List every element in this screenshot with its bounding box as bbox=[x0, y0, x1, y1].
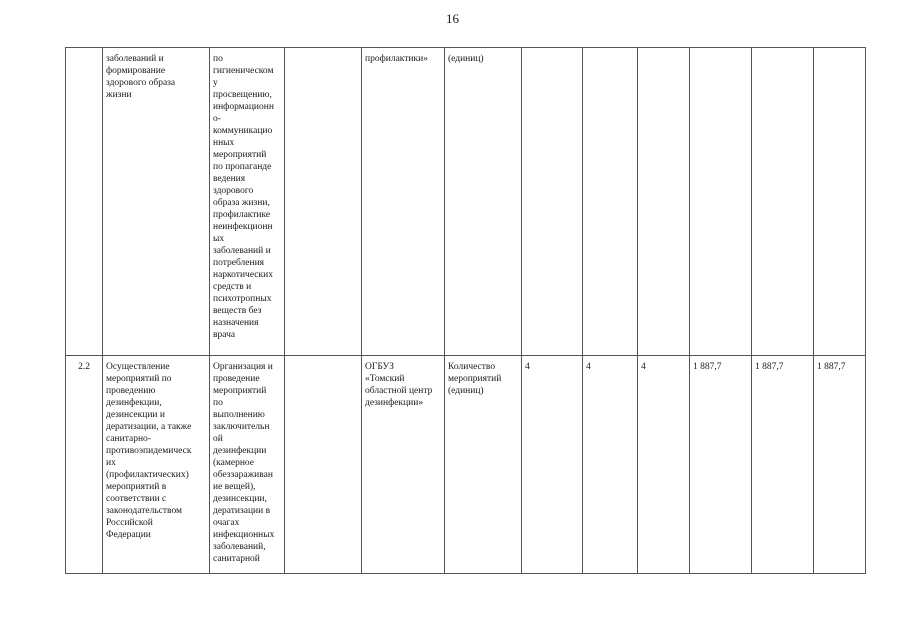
page-number: 16 bbox=[446, 11, 459, 26]
finance-cell-2 bbox=[752, 48, 814, 356]
finance-cell-1 bbox=[690, 48, 752, 356]
finance-cell-2: 1 887,7 bbox=[752, 356, 814, 574]
program-table bbox=[65, 47, 866, 574]
task-cell: заболеваний и формирование здорового образа жизни bbox=[103, 48, 210, 356]
activity-cell: Организация и проведение мероприятий по выполнению заключительн ой дезинфекции (камерное обеззараживан ие вещей), дезинсекции, дератизации в очагах инфекционных заболеваний, санитарной bbox=[210, 356, 285, 574]
row-number: 2.2 bbox=[66, 356, 103, 574]
value-cell-2: 4 bbox=[583, 356, 638, 574]
task-cell: Осуществление мероприятий по проведению дезинфекции, дезинсекции и дератизации, а также санитарно- противоэпидемическ их (профилактических) мероприятий в соответствии с законодательством Российской Федерации bbox=[103, 356, 210, 574]
value-cell-1 bbox=[522, 48, 583, 356]
indicator-cell: (единиц) bbox=[445, 48, 522, 356]
value-cell-1: 4 bbox=[522, 356, 583, 574]
table-row bbox=[66, 356, 866, 574]
activity-cell: по гигиеническом у просвещению, информационн о- коммуникацио нных мероприятий по пропаганде ведения здорового образа жизни, профилактике неинфекционн ых заболеваний и потребления наркотических средств и психотропных веществ без назначения врача bbox=[210, 48, 285, 356]
value-cell-3: 4 bbox=[638, 356, 690, 574]
indicator-cell: Количество мероприятий (единиц) bbox=[445, 356, 522, 574]
executor-cell: ОГБУЗ «Томский областной центр дезинфекции» bbox=[362, 356, 445, 574]
empty-cell bbox=[285, 356, 362, 574]
value-cell-2 bbox=[583, 48, 638, 356]
table-row bbox=[66, 48, 866, 356]
executor-cell: профилактики» bbox=[362, 48, 445, 356]
finance-cell-3: 1 887,7 bbox=[814, 356, 866, 574]
empty-cell bbox=[285, 48, 362, 356]
row-number bbox=[66, 48, 103, 356]
finance-cell-1: 1 887,7 bbox=[690, 356, 752, 574]
value-cell-3 bbox=[638, 48, 690, 356]
finance-cell-3 bbox=[814, 48, 866, 356]
